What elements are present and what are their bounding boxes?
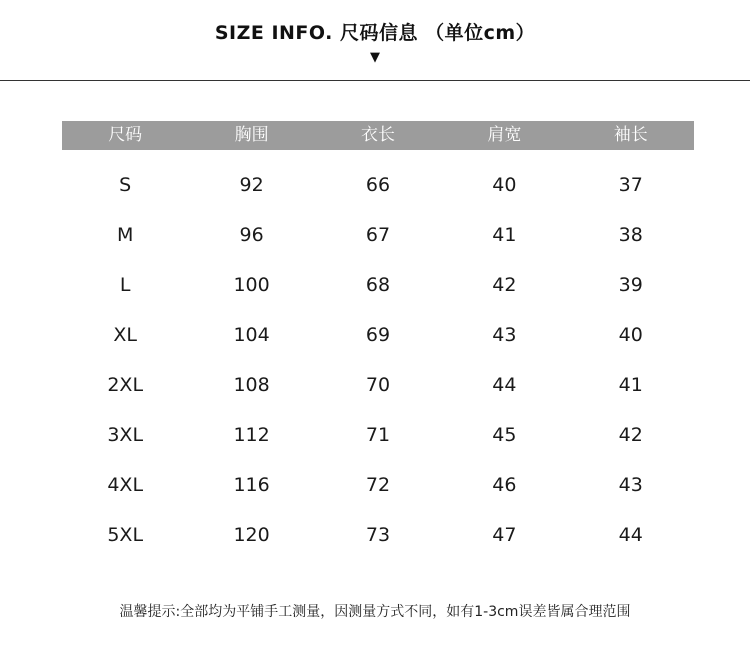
table-cell: 96: [239, 224, 264, 246]
table-row: [62, 410, 694, 460]
table-header: [62, 121, 694, 150]
table-cell: XL: [113, 324, 137, 346]
table-row: [62, 160, 694, 210]
table-cell: 46: [492, 474, 517, 496]
table-cell: 2XL: [107, 374, 144, 396]
table-body: [62, 150, 694, 560]
column-header-size: 尺码: [108, 125, 143, 145]
table-cell: 71: [365, 424, 391, 446]
table-cell: 69: [365, 324, 391, 346]
measurement-note: 温馨提示:全部均为平铺手工测量，因测量方式不同，如有1-3cm误差皆属合理范围: [119, 604, 631, 620]
column-header-length: 衣长: [360, 125, 395, 145]
table-cell: 42: [618, 424, 643, 446]
table-cell: 120: [233, 524, 270, 546]
table-cell: L: [119, 274, 131, 296]
column-header-shoulder: 肩宽: [487, 125, 522, 145]
table-cell: 40: [618, 324, 643, 346]
table-cell: 67: [365, 224, 391, 246]
size-table: [62, 121, 694, 560]
table-cell: 43: [618, 474, 643, 496]
table-cell: 40: [492, 174, 517, 196]
page-title: SIZE INFO. 尺码信息 （单位cm）: [214, 22, 536, 44]
table-cell: M: [116, 224, 134, 246]
table-cell: 47: [492, 524, 517, 546]
table-cell: 73: [365, 524, 391, 546]
table-cell: 44: [618, 524, 643, 546]
table-cell: 42: [492, 274, 517, 296]
table-row: [62, 210, 694, 260]
table-cell: 44: [492, 374, 517, 396]
table-cell: 68: [365, 274, 391, 296]
table-cell: 45: [492, 424, 517, 446]
table-cell: 41: [492, 224, 517, 246]
table-cell: 72: [365, 474, 391, 496]
down-arrow-icon: ▼: [370, 50, 380, 65]
table-row: [62, 310, 694, 360]
table-cell: 116: [233, 474, 270, 496]
table-cell: 5XL: [107, 524, 144, 546]
table-cell: 100: [233, 274, 270, 296]
table-cell: 43: [492, 324, 517, 346]
table-cell: 104: [233, 324, 270, 346]
table-cell: 108: [233, 374, 270, 396]
table-cell: 112: [233, 424, 270, 446]
table-cell: 4XL: [107, 474, 144, 496]
table-cell: 41: [618, 374, 643, 396]
table-cell: 37: [618, 174, 643, 196]
table-cell: 38: [618, 224, 643, 246]
table-cell: 3XL: [107, 424, 144, 446]
table-cell: S: [119, 174, 132, 196]
divider: [0, 80, 750, 81]
table-row: [62, 260, 694, 310]
column-header-chest: 胸围: [234, 125, 269, 145]
table-cell: 92: [239, 174, 264, 196]
table-cell: 39: [618, 274, 643, 296]
table-cell: 70: [365, 374, 391, 396]
table-row: [62, 460, 694, 510]
column-header-sleeve: 袖长: [613, 125, 648, 145]
table-cell: 66: [365, 174, 391, 196]
table-row: [62, 360, 694, 410]
table-row: [62, 510, 694, 560]
